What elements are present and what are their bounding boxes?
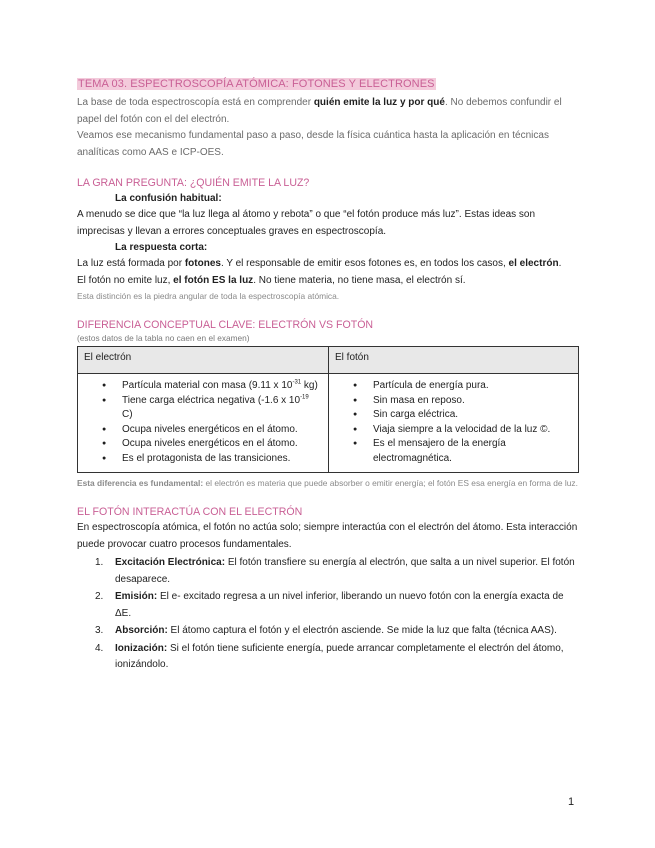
item-term: Absorción: bbox=[115, 625, 168, 636]
item-number: 2. bbox=[95, 591, 104, 602]
list-item: ● Partícula de energía pura. bbox=[373, 379, 572, 394]
list-item: ● Es el mensajero de la energía electromagnética. bbox=[373, 437, 572, 466]
answer-emphasis: el electrón bbox=[508, 258, 559, 269]
intro-emphasis: quién emite la luz y por qué bbox=[313, 97, 445, 108]
intro-text: . No debemos confundir el papel del fotón con el del electrón. bbox=[77, 97, 562, 125]
item-text: kg) bbox=[301, 380, 318, 391]
answer-text: . bbox=[558, 258, 562, 269]
list-item: ● Sin carga eléctrica. bbox=[373, 408, 572, 423]
item-term: Emisión: bbox=[115, 591, 158, 602]
item-text: C) bbox=[122, 409, 133, 420]
electron-list bbox=[84, 379, 322, 466]
list-item bbox=[95, 623, 579, 640]
electron-cell bbox=[78, 374, 329, 473]
answer-text: . Y el responsable de emitir esos fotones es, en todos los casos, bbox=[220, 258, 509, 269]
processes-list bbox=[77, 555, 579, 674]
exponent: -19 bbox=[300, 394, 309, 401]
intro-text: La base de toda espectroscopía está en comprender bbox=[77, 97, 314, 108]
list-item: ● Ocupa niveles energéticos en el átomo. bbox=[122, 423, 322, 438]
list-item bbox=[95, 555, 579, 588]
answer-text: La luz está formada por bbox=[77, 258, 185, 269]
item-number: 4. bbox=[95, 642, 104, 654]
list-item bbox=[95, 589, 579, 622]
table-caption: (estos datos de la tabla no caen en el examen) bbox=[77, 333, 250, 343]
page-number: 1 bbox=[568, 796, 575, 808]
list-item bbox=[122, 394, 322, 423]
comparison-table bbox=[77, 346, 579, 473]
photon-list bbox=[335, 379, 572, 466]
list-item bbox=[95, 641, 579, 674]
fundamental-note bbox=[77, 476, 579, 490]
item-term: Excitación Electrónica: bbox=[115, 557, 226, 568]
list-item: ● Es el protagonista de las transiciones. bbox=[122, 452, 322, 467]
cornerstone-note: Esta distinción es la piedra angular de toda la espectroscopía atómica. bbox=[77, 291, 340, 301]
photon-is-light-text bbox=[77, 273, 579, 290]
short-answer-text bbox=[77, 256, 579, 273]
answer-text: El fotón no emite luz, bbox=[77, 274, 174, 286]
header-photon: El fotón bbox=[329, 347, 579, 374]
answer-emphasis: el fotón ES la luz bbox=[173, 274, 254, 286]
item-text: El átomo captura el fotón y el electrón asciende. Se mide la luz que falta (técnica AAS). bbox=[167, 625, 557, 636]
item-text: El fotón transfiere su energía al electrón, que salta a un nivel superior. El fotón desaparece. bbox=[115, 557, 575, 585]
answer-emphasis: fotones bbox=[184, 258, 221, 269]
item-number: 3. bbox=[95, 625, 104, 636]
intro-paragraph-1 bbox=[77, 95, 579, 128]
table-header-row bbox=[78, 347, 579, 374]
note-text: el electrón es materia que puede absorber o emitir energía; el fotón ES esa energía en forma de luz. bbox=[203, 478, 578, 488]
answer-text: . No tiene materia, no tiene masa, el electrón sí. bbox=[253, 274, 466, 286]
header-electron: El electrón bbox=[78, 347, 329, 374]
item-text: Si el fotón tiene suficiente energía, puede arrancar completamente el electrón del átomo, ionizándolo. bbox=[115, 642, 564, 670]
item-text: Tiene carga eléctrica negativa (-1.6 x 10 bbox=[122, 394, 301, 406]
item-text: El e- excitado regresa a un nivel inferior, liberando un nuevo fotón con la energía exacta de ΔE. bbox=[115, 591, 564, 619]
section-heading-difference: DIFERENCIA CONCEPTUAL CLAVE: ELECTRÓN VS FOTÓN bbox=[77, 319, 374, 331]
list-item: ● Ocupa niveles energéticos en el átomo. bbox=[122, 437, 322, 452]
note-emphasis: Esta diferencia es fundamental: bbox=[77, 478, 204, 488]
document-title: TEMA 03. ESPECTROSCOPÍA ATÓMICA: FOTONES Y ELECTRONES bbox=[78, 78, 435, 90]
exponent: -31 bbox=[292, 379, 302, 386]
title-block bbox=[77, 74, 579, 92]
interaction-intro: En espectroscopía atómica, el fotón no actúa solo; siempre interactúa con el electrón del átomo. Esta interacción puede provocar cuatro procesos fundamentales. bbox=[77, 522, 578, 550]
table-row bbox=[78, 374, 579, 473]
subheading-short-answer: La respuesta corta: bbox=[115, 242, 208, 253]
item-text: Partícula material con masa (9.11 x 10 bbox=[122, 380, 293, 391]
photon-cell bbox=[329, 374, 579, 473]
list-item bbox=[122, 379, 322, 394]
section-heading-interaction: EL FOTÓN INTERACTÚA CON EL ELECTRÓN bbox=[77, 506, 303, 518]
subheading-confusion: La confusión habitual: bbox=[115, 193, 222, 204]
item-number: 1. bbox=[95, 557, 104, 568]
document-page bbox=[77, 74, 579, 675]
list-item: ● Sin masa en reposo. bbox=[373, 394, 572, 409]
confusion-text: A menudo se dice que “la luz llega al átomo y rebota” o que “el fotón produce más luz”. Estas ideas son imprecisas y llevan a errores conceptuales graves en espectroscopía. bbox=[77, 209, 536, 237]
section-heading-question: LA GRAN PREGUNTA: ¿QUIÉN EMITE LA LUZ? bbox=[77, 177, 310, 189]
intro-paragraph-2: Veamos ese mecanismo fundamental paso a paso, desde la física cuántica hasta la aplicación en técnicas analíticas como AAS e ICP-OES. bbox=[77, 130, 549, 158]
item-term: Ionización: bbox=[115, 642, 168, 654]
list-item: ● Viaja siempre a la velocidad de la luz ©. bbox=[373, 423, 572, 438]
